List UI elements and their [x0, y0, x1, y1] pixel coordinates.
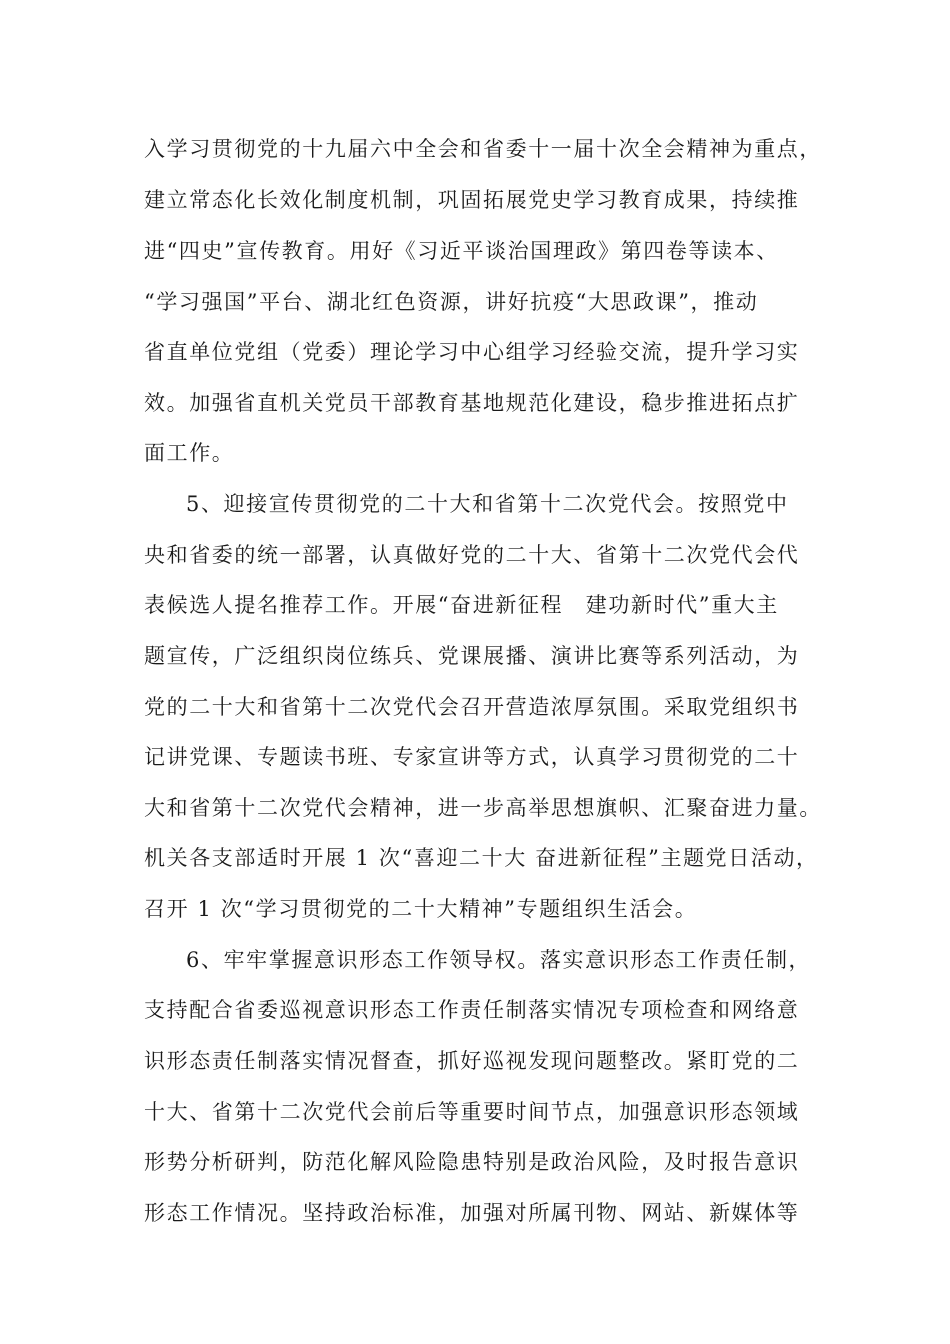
- text-line: 形势分析研判，防范化解风险隐患特别是政治风险，及时报告意识: [144, 1150, 800, 1174]
- text-line: 入学习贯彻党的十九届六中全会和省委十一届十次全会精神为重点，: [144, 137, 822, 161]
- text-line: 央和省委的统一部署，认真做好党的二十大、省第十二次党代会代: [144, 543, 800, 567]
- text-line: 识形态责任制落实情况督查，抓好巡视发现问题整改。紧盯党的二: [144, 1049, 800, 1073]
- text-line: 机关各支部适时开展 1 次“喜迎二十大 奋进新征程”主题党日活动，: [144, 846, 819, 870]
- text-line: 题宣传，广泛组织岗位练兵、党课展播、演讲比赛等系列活动，为: [144, 644, 800, 668]
- text-line: 面工作。: [144, 441, 235, 465]
- text-line: 建立常态化长效化制度机制，巩固拓展党史学习教育成果，持续推: [144, 188, 800, 212]
- text-line: 十大、省第十二次党代会前后等重要时间节点，加强意识形态领域: [144, 1100, 800, 1124]
- text-line: 大和省第十二次党代会精神，进一步高举思想旗帜、汇聚奋进力量。: [144, 796, 822, 820]
- text-line: 党的二十大和省第十二次党代会召开营造浓厚氛围。采取党组织书: [144, 695, 800, 719]
- text-line: “学习强国”平台、湖北红色资源，讲好抗疫“大思政课”，推动: [144, 290, 759, 314]
- text-line: 省直单位党组（党委）理论学习中心组学习经验交流，提升学习实: [144, 340, 800, 364]
- text-line: 记讲党课、专题读书班、专家宣讲等方式，认真学习贯彻党的二十: [144, 745, 800, 769]
- paragraph-heading-line: 5、迎接宣传贯彻党的二十大和省第十二次党代会。按照党中: [186, 492, 789, 516]
- text-line: 召开 1 次“学习贯彻党的二十大精神”专题组织生活会。: [144, 897, 698, 921]
- text-line: 进“四史”宣传教育。用好《习近平谈治国理政》第四卷等读本、: [144, 239, 779, 263]
- text-line: 支持配合省委巡视意识形态工作责任制落实情况专项检查和网络意: [144, 998, 800, 1022]
- text-line: 效。加强省直机关党员干部教育基地规范化建设，稳步推进拓点扩: [144, 391, 800, 415]
- text-line: 表候选人提名推荐工作。开展“奋进新征程 建功新时代”重大主: [144, 593, 779, 617]
- paragraph-heading-line: 6、牢牢掌握意识形态工作领导权。落实意识形态工作责任制，: [186, 948, 812, 972]
- text-line: 形态工作情况。坚持政治标准，加强对所属刊物、网站、新媒体等: [144, 1201, 800, 1225]
